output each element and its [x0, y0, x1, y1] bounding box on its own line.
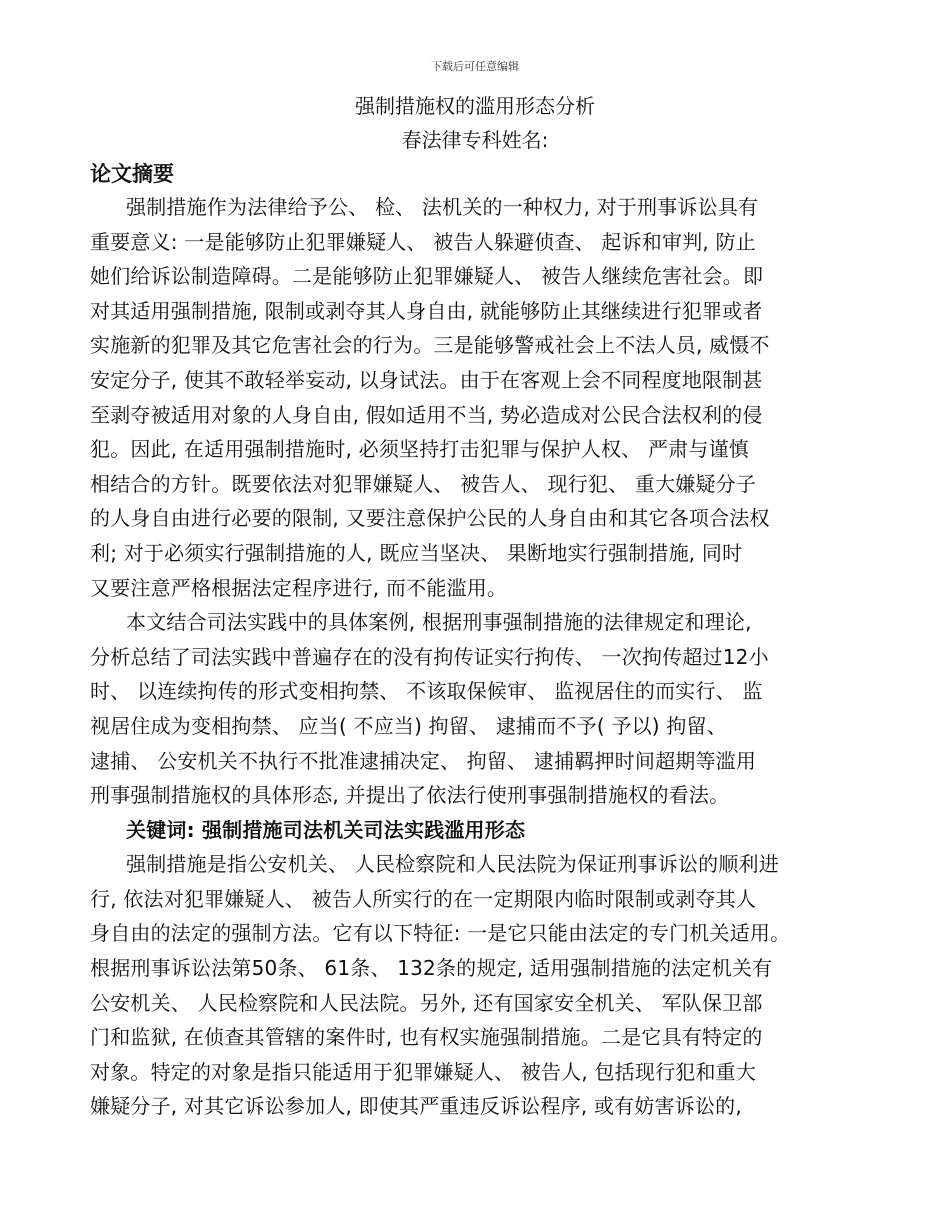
paragraph-line: 刑事强制措施权的具体形态, 并提出了依法行使刑事强制措施权的看法。 — [90, 783, 730, 808]
paragraph-line: 公安机关、 人民检察院和人民法院。另外, 还有国家安全机关、 军队保卫部 — [90, 990, 763, 1015]
paragraph-line: 对象。特定的对象是指只能适用于犯罪嫌疑人、 被告人, 包括现行犯和重大 — [90, 1059, 757, 1084]
paragraph-line: 安定分子, 使其不敢轻举妄动, 以身试法。由于在客观上会不同程度地限制甚 — [90, 367, 763, 392]
paragraph-line: 又要注意严格根据法定程序进行, 而不能滥用。 — [90, 575, 508, 600]
paragraph-line: 相结合的方针。既要依法对犯罪嫌疑人、 被告人、 现行犯、 重大嫌疑分子 — [90, 471, 757, 496]
paragraph-line: 重要意义: 一是能够防止犯罪嫌疑人、 被告人躲避侦查、 起诉和审判, 防止 — [90, 229, 756, 254]
paragraph-line: 的人身自由进行必要的限制, 又要注意保护公民的人身自由和其它各项合法权 — [90, 506, 770, 531]
paragraph-line: 逮捕、 公安机关不执行不批准逮捕决定、 拘留、 逮捕羁押时间超期等滥用 — [90, 748, 757, 773]
paragraph-line: 身自由的法定的强制方法。它有以下特征: 一是它只能由法定的专门机关适用。 — [90, 921, 791, 946]
paragraph-line: 犯。因此, 在适用强制措施时, 必须坚持打击犯罪与保护人权、 严肃与谨慎 — [90, 437, 749, 462]
paragraph-line: 强制措施作为法律给予公、 检、 法机关的一种权力, 对于刑事诉讼具有 — [126, 195, 759, 219]
paragraph-line: 至剥夺被适用对象的人身自由, 假如适用不当, 势必造成对公民合法权利的侵 — [90, 402, 763, 427]
paragraph-line: 视居住成为变相拘禁、 应当( 不应当) 拘留、 逮捕而不予( 予以) 拘留、 — [90, 713, 727, 738]
paragraph-line: 根据刑事诉讼法第50条、 61条、 132条的规定, 适用强制措施的法定机关有 — [90, 956, 773, 981]
paragraph-line: 本文结合司法实践中的具体案例, 根据刑事强制措施的法律规定和理论, — [126, 610, 752, 635]
paragraph-line: 行, 依法对犯罪嫌疑人、 被告人所实行的在一定期限内临时限制或剥夺其人 — [90, 886, 757, 911]
paragraph-line: 对其适用强制措施, 限制或剥夺其人身自由, 就能够防止其继续进行犯罪或者 — [90, 298, 763, 323]
paragraph-line: 分析总结了司法实践中普遍存在的没有拘传证实行拘传、 一次拘传超过12小 — [90, 644, 769, 669]
keywords-line: 关键词: 强制措施司法机关司法实践滥用形态 — [126, 817, 526, 842]
author-line: 春法律专科姓名: — [401, 128, 549, 152]
paragraph-line: 强制措施是指公安机关、 人民检察院和人民法院为保证刑事诉讼的顺利进 — [126, 852, 779, 877]
paragraph-line: 实施新的犯罪及其它危害社会的行为。三是能够警戒社会上不法人员, 威慑不 — [90, 333, 770, 358]
abstract-heading: 论文摘要 — [90, 162, 174, 186]
paragraph-line: 门和监狱, 在侦查其管辖的案件时, 也有权实施强制措施。二是它具有特定的 — [90, 1025, 763, 1050]
header-watermark: 下载后可任意编辑 — [431, 60, 519, 73]
paragraph-line: 嫌疑分子, 对其它诉讼参加人, 即使其严重违反诉讼程序, 或有妨害诉讼的, — [90, 1094, 742, 1119]
paragraph-line: 时、 以连续拘传的形式变相拘禁、 不该取保候审、 监视居住的而实行、 监 — [90, 679, 763, 704]
paragraph-line: 利; 对于必须实行强制措施的人, 既应当坚决、 果断地实行强制措施, 同时 — [90, 540, 743, 565]
document-body — [90, 190, 860, 1124]
paragraph-line: 她们给诉讼制造障碍。二是能够防止犯罪嫌疑人、 被告人继续危害社会。即 — [90, 264, 764, 289]
document-title: 强制措施权的滥用形态分析 — [355, 94, 595, 118]
